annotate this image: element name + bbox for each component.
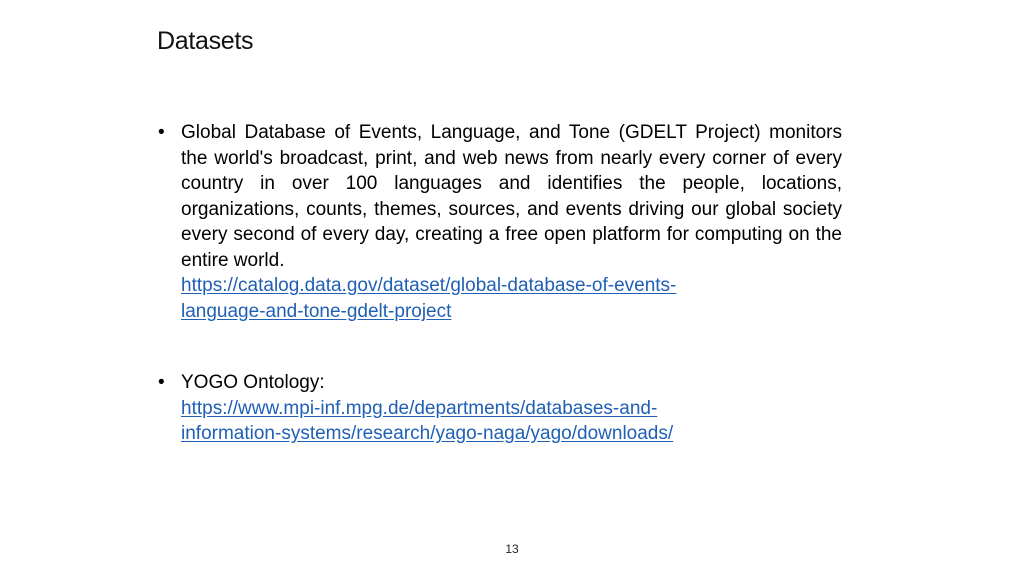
list-item-gdelt	[158, 120, 842, 324]
gdelt-link-line2[interactable]: language-and-tone-gdelt-project	[181, 300, 452, 322]
page-title: Datasets	[157, 27, 254, 55]
gdelt-link-line1[interactable]: https://catalog.data.gov/dataset/global-database-of-events-	[181, 275, 677, 296]
yogo-link-line1[interactable]: https://www.mpi-inf.mpg.de/departments/databases-and-	[181, 397, 658, 419]
list-item-yogo	[158, 370, 842, 447]
yogo-label: YOGO Ontology:	[181, 372, 325, 393]
page-number: 13	[505, 542, 519, 556]
gdelt-link[interactable]	[181, 273, 842, 324]
bullet-marker: •	[158, 372, 165, 393]
bullet-marker: •	[158, 122, 165, 143]
yogo-link-line2[interactable]: information-systems/research/yago-naga/yago/downloads/	[181, 423, 674, 444]
gdelt-description: Global Database of Events, Language, and Tone (GDELT Project) monitors the world's broadcast, print, and web news from nearly every corner of every country in over 100 languages and identifies the people, locations, organizations, counts, themes, sources, and events driving our global society every second of every day, creating a free open platform for computing on the entire world.	[181, 122, 842, 271]
yogo-link[interactable]	[181, 396, 842, 447]
bullet-list	[158, 120, 842, 447]
